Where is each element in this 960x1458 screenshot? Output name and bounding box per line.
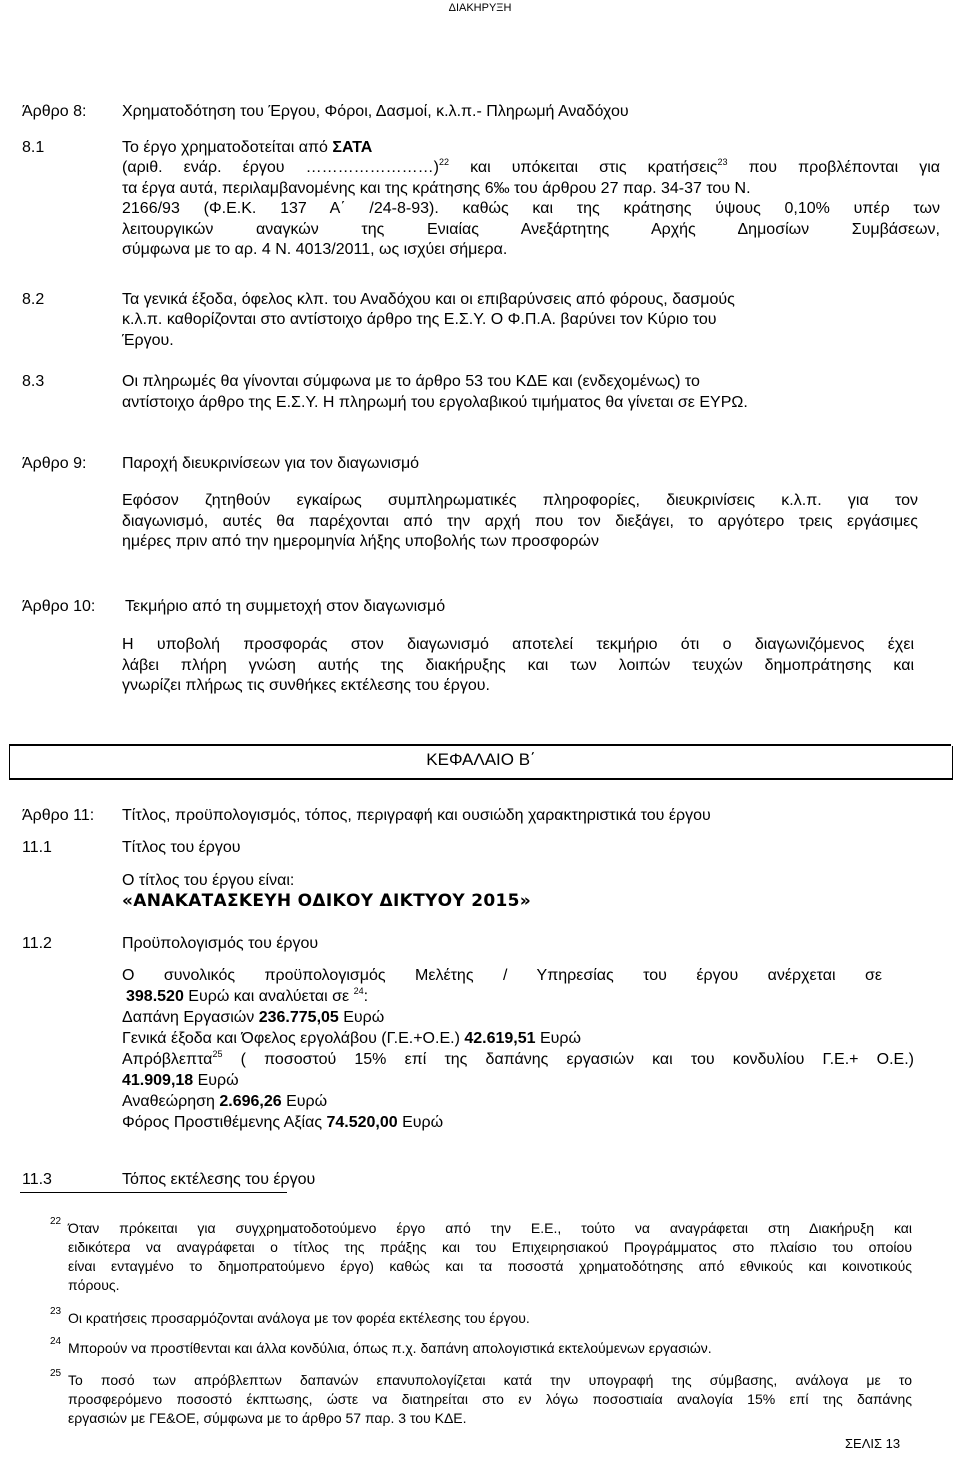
project-title-intro: Ο τίτλος του έργου είναι: [122,872,295,889]
budget-line-1: Ο συνολικός προϋπολογισμός Μελέτης / Υπηρεσίας του έργου ανέρχεται σε [122,967,882,984]
budget-works-value: 236.775,05 [258,1009,339,1026]
budget-unforeseen-line: Απρόβλεπτα$^{25}$ ( ποσοστού 15% επί της δαπάνης εργασιών και του κονδυλίου Γ.Ε.+ Ο.Ε.) [122,1048,914,1068]
section-8-3-line-1: Οι πληρωμές θα γίνονται σύμφωνα με το άρθρο 53 του ΚΔΕ και (ενδεχομένως) το [122,373,700,390]
section-11-3-number: 11.3 [22,1171,52,1188]
budget-vat-value: 74.520,00 [326,1114,398,1131]
project-title: «ΑΝΑΚΑΤΑΣΚΕΥΗ ΟΔΙΚΟΥ ΔΙΚΤΥΟΥ 2015» [122,891,531,911]
footnote-22: Όταν πρόκειται για συγχρηματοδοτούμενο έργο από την Ε.Ε., τούτο να αναγράφεται στη Διακήρυξη και ειδικότερα να αναγράφεται ο τίτλος της πράξης και του Επιχειρησιακού Προγράμματος στο πλαίσιο του οποίου είναι ενταγμένο το δημοπρατούμενο έργο) καθώς και τα ποσοστά χρηματοδότησης από εθνικούς και κοινοτικούς πόρους. [68,1220,912,1293]
article-9-paragraph [122,491,918,553]
budget-works-line: Δαπάνη Εργασιών 236.775,05 Ευρώ [122,1009,385,1026]
footnote-23: Οι κρατήσεις προσαρμόζονται ανάλογα με τον φορέα εκτέλεσης του έργου. [68,1310,530,1326]
article-10-title: Τεκμήριο από τη συμμετοχή στον διαγωνισμό [125,598,446,615]
document-header: ΔΙΑΚΗΡΥΞΗ [448,2,512,14]
budget-vat-line: Φόρος Προστιθέμενης Αξίας 74.520,00 Ευρώ [122,1114,444,1131]
section-11-2-number: 11.2 [22,935,52,952]
article-10-line-2: λάβει πλήρη γνώση αυτής της διακήρυξης και των λοιπών τευχών δημοπράτησης και [122,656,914,674]
article-9-line-1: Εφόσον ζητηθούν εγκαίρως συμπληρωματικές πληροφορίες, διευκρινίσεις κ.λ.π. για τον [122,492,918,509]
article-11-label: Άρθρο 11: [22,807,95,824]
section-8-1-line-5: λειτουργικών αναγκών της Ενιαίας Ανεξάρτητης Αρχής Δημοσίων Συμβάσεων, [122,220,940,238]
article-9-line-2: διαγωνισμό, αυτές θα παρέχονται από την αρχή που τον διεξάγει, το αργότερο τρεις εργάσιμες [122,512,918,530]
footnote-24-number: 24 [50,1336,62,1347]
section-8-1-line-3: τα έργα αυτά, περιλαμβανομένης και της κράτησης 6‰ του άρθρου 27 παρ. 34-37 του Ν. [122,179,751,197]
section-8-2-line-1: Τα γενικά έξοδα, όφελος κλπ. του Αναδόχου και οι επιβαρύνσεις από φόρους, δασμούς [122,291,735,308]
article-10-line-1: Η υποβολή προσφοράς στον διαγωνισμό αποτελεί τεκμήριο ότι ο διαγωνιζόμενος έχει [122,636,914,653]
footnote-25-number: 25 [50,1368,62,1379]
section-8-2-number: 8.2 [22,291,45,308]
budget-line-1-wrap [122,966,882,987]
chapter-box [9,746,953,780]
article-9-label: Άρθρο 9: [22,455,87,472]
section-8-1-line-2: (αριθ. ενάρ. έργου ……………………)$^{22}$ και υπόκειται στις κρατήσεις$^{23}$ που προβλέπονται για [122,156,941,176]
budget-overhead-line: Γενικά έξοδα και Όφελος εργολάβου (Γ.Ε.+Ο.Ε.) 42.619,51 Ευρώ [122,1030,581,1047]
budget-total-line: 398.520 Ευρώ και αναλύεται σε $^{24}$: [126,985,369,1005]
footnote-24: Μπορούν να προστίθενται και άλλα κονδύλια, όπως π.χ. δαπάνη απολογιστικά εκτελούμενων εργασιών. [68,1340,712,1356]
section-8-3-number: 8.3 [22,373,45,390]
section-8-2-line-2: κ.λ.π. καθορίζονται στο αντίστοιχο άρθρο της Ε.Σ.Υ. Ο Φ.Π.Α. βαρύνει τον Κύριο του [122,311,717,328]
article-10-line-3: γνωρίζει πλήρως τις συνθήκες εκτέλεσης του έργου. [122,677,490,694]
section-8-1-paragraph [122,158,940,261]
section-8-2-line-3: Έργου. [122,332,174,349]
article-11-title: Τίτλος, προϋπολογισμός, τόπος, περιγραφή και ουσιώδη χαρακτηριστικά του έργου [122,807,711,824]
section-8-1-line-6: σύμφωνα με το αρ. 4 Ν. 4013/2011, ως ισχύει σήμερα. [122,241,508,258]
budget-overhead-value: 42.619,51 [464,1030,536,1047]
budget-revision-line: Αναθεώρηση 2.696,26 Ευρώ [122,1093,328,1110]
budget-unforeseen-value-line: 41.909,18 Ευρώ [122,1072,239,1089]
section-8-3-line-2: αντίστοιχο άρθρο της Ε.Σ.Υ. Η πληρωμή του εργολαβικού τιμήματος θα γίνεται σε ΕΥΡΩ. [122,394,748,411]
article-10-label: Άρθρο 10: [22,598,96,615]
footnote-25: Το ποσό των απρόβλεπτων δαπανών επανυπολογίζεται κατά την υπογραφή της σύμβασης, ανάλογα με το προσφερόμενο ποσοστό έκπτωσης, ώστε να διατηρείται στο εν λόγω ποσοστιαία αναλογία 15% επί της δαπάνης εργασιών με ΓΕ&ΟΕ, σύμφωνα με το άρθρο 57 παρ. 3 του ΚΔΕ. [68,1372,912,1426]
footnote-22-number: 22 [50,1216,62,1227]
chapter-title: ΚΕΦΑΛΑΙΟ Β΄ [426,750,536,769]
budget-unforeseen-wrap [122,1050,914,1071]
budget-unforeseen-value: 41.909,18 [122,1072,194,1089]
page-number: ΣΕΛΙΣ 13 [845,1436,901,1451]
section-8-1-line-4: 2166/93 (Φ.Ε.Κ. 137 Α΄ /24-8-93). καθώς και της κράτησης ύψους 0,10% υπέρ των [122,200,940,217]
section-11-1-heading: Τίτλος του έργου [122,839,241,856]
section-11-3-heading: Τόπος εκτέλεσης του έργου [122,1171,316,1188]
article-8-title: Χρηματοδότηση του Έργου, Φόροι, Δασμοί, κ.λ.π.- Πληρωμή Αναδόχου [122,103,629,120]
budget-total-value: 398.520 [126,988,184,1005]
footnote-23-number: 23 [50,1306,62,1317]
article-9-title: Παροχή διευκρινίσεων για τον διαγωνισμό [122,455,420,472]
budget-revision-value: 2.696,26 [219,1093,282,1110]
article-9-line-3: ημέρες πριν από την ημερομηνία λήξης υποβολής των προσφορών [122,533,599,550]
footnote-separator [20,1192,287,1193]
section-11-2-heading: Προϋπολογισμός του έργου [122,935,319,952]
section-11-1-number: 11.1 [22,839,52,856]
article-10-paragraph [122,635,914,697]
section-8-1-line-1: Το έργο χρηματοδοτείται από ΣΑΤΑ [122,139,373,156]
section-8-1-number: 8.1 [22,139,45,156]
article-8-label: Άρθρο 8: [22,103,87,120]
